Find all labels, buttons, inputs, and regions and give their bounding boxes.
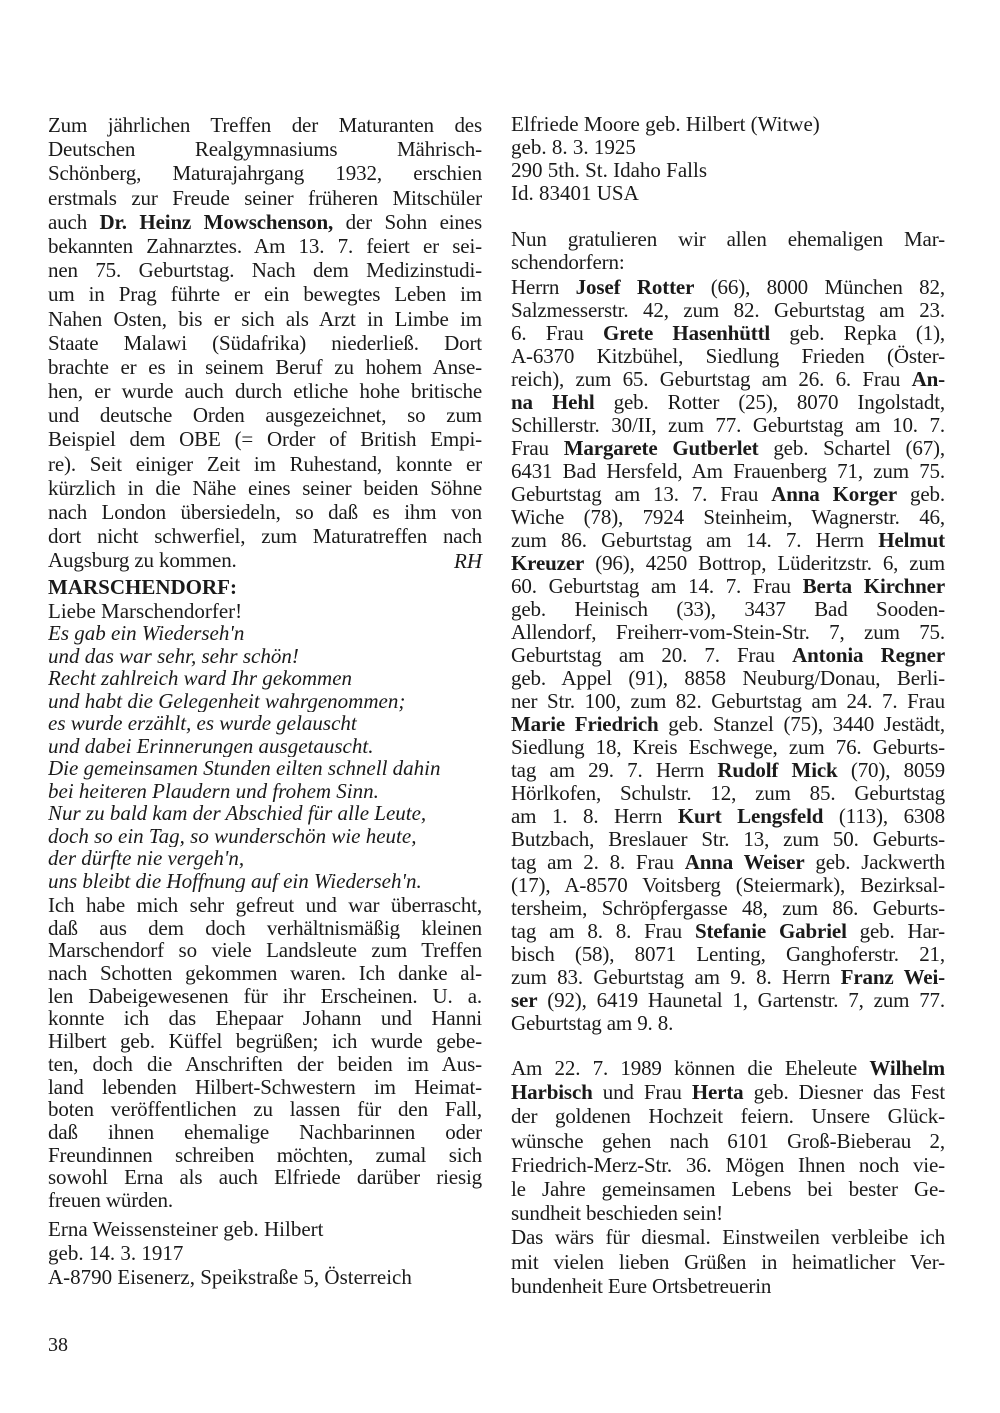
text-line bbox=[511, 437, 945, 460]
paragraph-congratulations-intro bbox=[511, 228, 945, 274]
text-line bbox=[48, 917, 482, 940]
text-segment: und deutsche Orden ausgezeichnet, so zum bbox=[48, 403, 482, 428]
text-segment: bisch (58), 8071 Lenting, Ganghoferstr. 21, bbox=[511, 943, 945, 966]
bold-name: Stefanie Gabriel bbox=[694, 920, 847, 943]
text-segment: der dürfte nie vergeh'n, bbox=[48, 847, 245, 870]
text-segment: und Frau bbox=[592, 1080, 692, 1105]
bold-name: Herta bbox=[691, 1080, 744, 1105]
text-segment: kürzlich in die Nähe eines seiner beiden Söhne bbox=[48, 475, 482, 500]
text-line bbox=[511, 782, 945, 805]
text-line bbox=[48, 452, 482, 476]
text-segment: Wiche (78), 7924 Steinheim, Wagnerstr. 46, bbox=[511, 506, 945, 529]
bold-name: An- bbox=[911, 368, 945, 391]
text-line bbox=[48, 137, 482, 161]
text-line bbox=[511, 966, 945, 989]
text-segment: geb. Rotter (25), 8070 Ingolstadt, bbox=[594, 391, 945, 414]
text-line bbox=[511, 251, 945, 274]
text-segment: geb. Jackwerth bbox=[804, 851, 945, 874]
bold-name: Rudolf Mick bbox=[717, 759, 838, 782]
paragraph-mowschenson bbox=[48, 113, 482, 573]
text-segment: 290 5th. St. Idaho Falls bbox=[511, 159, 708, 182]
text-line bbox=[511, 759, 945, 782]
text-segment: geb. Appel (91), 8858 Neuburg/Donau, Berli- bbox=[511, 667, 945, 690]
text-segment: der Sohn eines bbox=[333, 209, 482, 234]
text-segment: erstmals zur Freude seiner früheren Mitschüler bbox=[48, 185, 482, 210]
text-segment: daß ihnen ehemalige Nachbarinnen oder bbox=[48, 1120, 482, 1144]
text-segment: zum 86. Geburtstag am 14. 7. Herrn bbox=[511, 529, 879, 552]
text-line bbox=[48, 667, 482, 690]
text-line bbox=[48, 524, 482, 548]
text-segment: Zum jährlichen Treffen der Maturanten des bbox=[48, 113, 482, 137]
text-line bbox=[511, 1056, 945, 1080]
text-segment: bei heiteren Plaudern und frohem Sinn. bbox=[48, 779, 379, 802]
text-line bbox=[511, 1129, 945, 1153]
text-line bbox=[48, 894, 482, 917]
text-segment: bundenheit Eure Ortsbetreuerin bbox=[511, 1273, 772, 1298]
text-line bbox=[511, 460, 945, 483]
text-line bbox=[511, 1080, 945, 1104]
text-segment: mit vielen lieben Grüßen in heimatlicher Ver- bbox=[511, 1249, 945, 1274]
text-segment: Herrn bbox=[511, 276, 576, 299]
section-heading-marschendorf: MARSCHENDORF: bbox=[48, 575, 237, 599]
bold-name: Anna Weiser bbox=[684, 851, 805, 874]
text-line bbox=[511, 736, 945, 759]
text-segment: am 1. 8. Herrn bbox=[511, 805, 678, 828]
text-line bbox=[511, 136, 945, 159]
text-segment: 6431 Bad Hersfeld, Am Frauenberg 71, zum 75. bbox=[511, 460, 945, 483]
text-segment: freuen würden. bbox=[48, 1188, 174, 1212]
text-line bbox=[48, 210, 482, 234]
text-line bbox=[511, 276, 945, 299]
text-segment: Am 22. 7. 1989 können die Eheleute bbox=[511, 1056, 870, 1080]
text-line bbox=[511, 1153, 945, 1177]
text-line bbox=[48, 622, 482, 645]
bold-name: Antonia Regner bbox=[792, 644, 945, 667]
text-segment: Ich habe mich sehr gefreut und war überrascht, bbox=[48, 894, 482, 917]
text-segment: boten veröffentlichen zu lassen für den Fall, bbox=[48, 1098, 482, 1121]
text-line bbox=[511, 1250, 945, 1274]
text-line bbox=[48, 712, 482, 735]
text-line bbox=[48, 1007, 482, 1030]
text-line bbox=[48, 113, 482, 137]
text-line bbox=[511, 1201, 945, 1225]
text-segment: le Jahre gemeinsamen Lebens bei bester Ge- bbox=[511, 1176, 945, 1201]
text-line bbox=[48, 548, 482, 572]
text-segment: Nur zu bald kam der Abschied für alle Leute, bbox=[48, 802, 427, 825]
text-segment: uns bleibt die Hoffnung auf ein Wiederseh'n. bbox=[48, 869, 422, 892]
text-segment: (66), 8000 München 82, bbox=[694, 276, 945, 299]
text-segment: geb. Har- bbox=[846, 920, 945, 943]
text-segment: hen, er wurde auch durch etliche hohe britische bbox=[48, 379, 482, 404]
poem bbox=[48, 622, 482, 892]
text-line bbox=[511, 1274, 945, 1298]
text-segment: Beispiel dem OBE (= Order of British Empi- bbox=[48, 427, 482, 452]
text-line bbox=[511, 506, 945, 529]
text-segment: geb. 14. 3. 1917 bbox=[48, 1241, 184, 1265]
text-segment: Schönberg, Maturajahrgang 1932, erschien bbox=[48, 161, 482, 186]
text-line bbox=[48, 735, 482, 758]
bold-name: Josef Rotter bbox=[575, 276, 695, 299]
text-line bbox=[511, 805, 945, 828]
text-segment: len Dabeigewesenen für ihr Erscheinen. U. a. bbox=[48, 984, 482, 1008]
text-segment: daß aus dem doch verhältnismäßig kleinen bbox=[48, 916, 482, 940]
greeting: Liebe Marschendorfer! bbox=[48, 599, 243, 623]
text-line bbox=[511, 828, 945, 851]
bold-name: Kreuzer bbox=[511, 552, 585, 575]
text-segment: geb. Stanzel (75), 3440 Jestädt, bbox=[658, 713, 945, 736]
text-line bbox=[511, 690, 945, 713]
text-line bbox=[48, 825, 482, 848]
text-segment: Salzmesserstr. 42, zum 82. Geburtstag am 23. bbox=[511, 299, 945, 322]
text-line bbox=[48, 307, 482, 331]
text-line bbox=[511, 621, 945, 644]
text-segment: Schillerstr. 30/II, zum 77. Geburtstag am 10. 7. bbox=[511, 414, 945, 437]
text-segment: re). Seit einiger Zeit im Ruhestand, konnte er bbox=[48, 451, 482, 476]
text-line bbox=[48, 1241, 482, 1265]
text-segment: 6. Frau bbox=[511, 322, 603, 345]
text-segment: doch so ein Tag, so wunderschön wie heute, bbox=[48, 824, 417, 847]
text-line bbox=[511, 299, 945, 322]
text-line bbox=[511, 345, 945, 368]
text-line bbox=[511, 920, 945, 943]
text-line bbox=[511, 391, 945, 414]
text-segment: Freundinnen schreiben möchten, zumal sich bbox=[48, 1143, 482, 1167]
text-segment: (17), A-8570 Voitsberg (Steiermark), Bezirksal- bbox=[511, 874, 945, 897]
page-number: 38 bbox=[48, 1334, 68, 1356]
text-line bbox=[48, 427, 482, 451]
text-line bbox=[48, 802, 482, 825]
text-segment: schendorfern: bbox=[511, 251, 625, 274]
bold-name: Wilhelm bbox=[869, 1056, 945, 1080]
text-segment: nach Schotten gekommen waren. Ich danke al- bbox=[48, 962, 482, 985]
bold-name: Harbisch bbox=[511, 1080, 593, 1105]
text-line bbox=[48, 1121, 482, 1144]
text-segment: Frau bbox=[511, 437, 564, 460]
text-line bbox=[48, 1189, 482, 1212]
text-segment: Geburtstag am 9. 8. bbox=[511, 1012, 674, 1035]
text-line bbox=[48, 939, 482, 962]
text-line bbox=[511, 667, 945, 690]
bold-name: Kurt Lengsfeld bbox=[677, 805, 824, 828]
text-line bbox=[511, 644, 945, 667]
text-line bbox=[511, 713, 945, 736]
text-segment: wünsche gehen nach 6101 Groß-Bieberau 2, bbox=[511, 1128, 945, 1153]
paragraph-golden-wedding bbox=[511, 1056, 945, 1225]
text-segment: Geburtstag am 20. 7. Frau bbox=[511, 644, 793, 667]
text-line bbox=[48, 258, 482, 282]
text-line bbox=[511, 1104, 945, 1128]
text-segment: A-6370 Kitzbühel, Siedlung Frieden (Öster- bbox=[511, 345, 945, 368]
text-line bbox=[511, 874, 945, 897]
bold-name: Anna Korger bbox=[771, 483, 898, 506]
text-segment: bekannten Zahnarztes. Am 13. 7. feiert er sei- bbox=[48, 233, 482, 258]
text-segment: nen 75. Geburtstag. Nach dem Medizinstudi- bbox=[48, 258, 482, 283]
text-line bbox=[48, 870, 482, 893]
bold-name: Marie Friedrich bbox=[511, 713, 659, 736]
text-segment: Allendorf, Freiherr-vom-Stein-Str. 7, zum 75. bbox=[511, 621, 945, 644]
text-line bbox=[511, 529, 945, 552]
text-segment: und dabei Erinnerungen ausgetauscht. bbox=[48, 734, 374, 757]
text-segment: brachte er es in seinem Beruf zu hohem Anse- bbox=[48, 354, 482, 379]
text-segment: Es gab ein Wiederseh'n bbox=[48, 622, 245, 645]
text-line bbox=[511, 113, 945, 136]
address-erna bbox=[48, 1217, 482, 1289]
text-segment: und das war sehr, sehr schön! bbox=[48, 644, 299, 667]
text-line bbox=[511, 552, 945, 575]
text-line bbox=[48, 331, 482, 355]
bold-name: Margarete Gutberlet bbox=[563, 437, 759, 460]
text-segment: Augsburg zu kommen. bbox=[48, 548, 237, 573]
text-segment: Staate Malawi (Südafrika) niederließ. Dort bbox=[48, 330, 482, 355]
text-segment: (113), 6308 bbox=[823, 805, 945, 828]
bold-name: Franz Wei- bbox=[840, 966, 945, 989]
text-segment: nach London übersiedeln, so daß es ihm von bbox=[48, 500, 482, 524]
text-line bbox=[48, 985, 482, 1008]
text-line bbox=[48, 690, 482, 713]
bold-name: Grete Hasenhüttl bbox=[602, 322, 771, 345]
text-segment: konnte ich das Ehepaar Johann und Hanni bbox=[48, 1007, 482, 1031]
bold-name: Dr. Heinz Mowschenson, bbox=[99, 209, 334, 234]
bold-name: ser bbox=[511, 989, 538, 1012]
text-line bbox=[48, 186, 482, 210]
text-line bbox=[48, 1098, 482, 1121]
text-line bbox=[48, 780, 482, 803]
text-line bbox=[48, 379, 482, 403]
bold-name: Helmut bbox=[878, 529, 945, 552]
text-segment: geb. bbox=[897, 483, 945, 506]
text-segment: der goldenen Hochzeit feiern. Unsere Glück- bbox=[511, 1104, 945, 1129]
text-line bbox=[511, 368, 945, 391]
text-segment: sundheit beschieden sein! bbox=[511, 1201, 724, 1226]
text-line bbox=[48, 757, 482, 780]
text-line bbox=[48, 500, 482, 524]
right-column bbox=[511, 0, 945, 1413]
birthday-list bbox=[511, 276, 945, 1035]
text-segment: Die gemeinsamen Stunden eilten schnell dahin bbox=[48, 757, 441, 780]
text-line bbox=[48, 847, 482, 870]
text-line bbox=[48, 234, 482, 258]
author-signature: RH bbox=[454, 548, 482, 573]
bold-name: Berta Kirchner bbox=[802, 575, 945, 598]
text-line bbox=[511, 943, 945, 966]
text-segment: geb. Repka (1), bbox=[770, 322, 945, 345]
bold-name: na Hehl bbox=[511, 391, 595, 414]
text-segment: tag am 29. 7. Herrn bbox=[511, 759, 718, 782]
text-segment: geb. 8. 3. 1925 bbox=[511, 136, 636, 159]
text-line bbox=[511, 989, 945, 1012]
text-line bbox=[48, 1053, 482, 1076]
text-segment: Das wärs für diesmal. Einstweilen verbleibe ich bbox=[511, 1225, 945, 1250]
text-segment: und habt die Gelegenheit wahrgenommen; bbox=[48, 689, 406, 712]
text-segment: sowohl Erna als auch Elfriede darüber riesig bbox=[48, 1166, 482, 1189]
text-line bbox=[48, 645, 482, 668]
text-segment: Marschendorf so viele Landsleute zum Treffen bbox=[48, 939, 482, 963]
text-segment: 60. Geburtstag am 14. 7. Frau bbox=[511, 575, 803, 598]
text-line bbox=[48, 476, 482, 500]
text-segment: tag am 8. 8. Frau bbox=[511, 920, 695, 943]
text-line bbox=[48, 1265, 482, 1289]
text-segment: es wurde erzählt, es wurde gelauscht bbox=[48, 712, 357, 735]
text-segment: A-8790 Eisenerz, Speikstraße 5, Österreich bbox=[48, 1265, 412, 1289]
text-line bbox=[48, 161, 482, 185]
text-line bbox=[48, 962, 482, 985]
text-line bbox=[48, 403, 482, 427]
text-segment: land lebenden Hilbert-Schwestern im Heimat- bbox=[48, 1075, 482, 1099]
text-segment: Deutschen Realgymnasiums Mährisch- bbox=[48, 137, 482, 162]
text-segment: reich), zum 65. Geburtstag am 26. 6. Frau bbox=[511, 368, 912, 391]
text-line bbox=[511, 575, 945, 598]
paragraph-report bbox=[48, 894, 482, 1212]
text-segment: Erna Weissensteiner geb. Hilbert bbox=[48, 1217, 324, 1241]
text-segment: geb. Schartel (67), bbox=[758, 437, 945, 460]
text-segment: Nun gratulieren wir allen ehemaligen Mar- bbox=[511, 228, 945, 251]
text-line bbox=[511, 483, 945, 506]
text-segment: tag am 2. 8. Frau bbox=[511, 851, 685, 874]
text-segment: Butzbach, Breslauer Str. 13, zum 50. Geburts- bbox=[511, 828, 945, 851]
text-segment: auch bbox=[48, 209, 100, 234]
text-line bbox=[48, 1076, 482, 1099]
text-segment: tersheim, Schröpfergasse 48, zum 86. Geburts- bbox=[511, 897, 945, 920]
text-segment: zum 83. Geburtstag am 9. 8. Herrn bbox=[511, 966, 841, 989]
text-segment: Nahen Osten, bis er sich als Arzt in Limbe im bbox=[48, 306, 482, 331]
text-line bbox=[48, 355, 482, 379]
text-line bbox=[511, 228, 945, 251]
closing-paragraph bbox=[511, 1225, 945, 1298]
text-segment: Id. 83401 USA bbox=[511, 182, 639, 205]
text-line bbox=[511, 598, 945, 621]
text-segment: geb. Diesner das Fest bbox=[743, 1080, 945, 1105]
text-line bbox=[511, 1012, 945, 1035]
text-segment: Siedlung 18, Kreis Eschwege, zum 76. Geburts- bbox=[511, 736, 945, 759]
text-line bbox=[511, 1225, 945, 1249]
text-line bbox=[48, 1144, 482, 1167]
text-segment: um in Prag führte er ein bewegtes Leben im bbox=[48, 282, 482, 307]
text-line bbox=[511, 414, 945, 437]
text-segment: Friedrich-Merz-Str. 36. Mögen Ihnen noch vie- bbox=[511, 1152, 945, 1177]
text-segment: Elfriede Moore geb. Hilbert (Witwe) bbox=[511, 113, 820, 136]
text-segment: (92), 6419 Haunetal 1, Gartenstr. 7, zum 77. bbox=[537, 989, 945, 1012]
text-segment: Geburtstag am 13. 7. Frau bbox=[511, 483, 772, 506]
text-segment: Hörlkofen, Schulstr. 12, zum 85. Geburtstag bbox=[511, 782, 945, 805]
text-line bbox=[511, 182, 945, 205]
text-segment: geb. Heinisch (33), 3437 Bad Sooden- bbox=[511, 598, 945, 621]
address-elfriede bbox=[511, 113, 945, 205]
text-line bbox=[511, 897, 945, 920]
text-line bbox=[511, 322, 945, 345]
text-line bbox=[48, 1030, 482, 1053]
text-line bbox=[511, 851, 945, 874]
left-column bbox=[48, 0, 482, 1413]
text-line bbox=[48, 1166, 482, 1189]
text-segment: Recht zahlreich ward Ihr gekommen bbox=[48, 667, 353, 690]
text-line bbox=[48, 1217, 482, 1241]
text-segment: Hilbert geb. Küffel begrüßen; ich wurde gebe- bbox=[48, 1030, 482, 1053]
text-segment: dort nicht schwerfiel, zum Maturatreffen nach bbox=[48, 524, 482, 549]
text-segment: ner Str. 100, zum 82. Geburtstag am 24. 7. Frau bbox=[511, 690, 945, 713]
text-line bbox=[511, 159, 945, 182]
text-line bbox=[48, 282, 482, 306]
text-line bbox=[511, 1177, 945, 1201]
text-segment: (96), 4250 Bottrop, Lüderitzstr. 6, zum bbox=[584, 552, 945, 575]
text-segment: (70), 8059 bbox=[837, 759, 945, 782]
text-segment: ten, doch die Anschriften der beiden im Aus- bbox=[48, 1052, 482, 1076]
